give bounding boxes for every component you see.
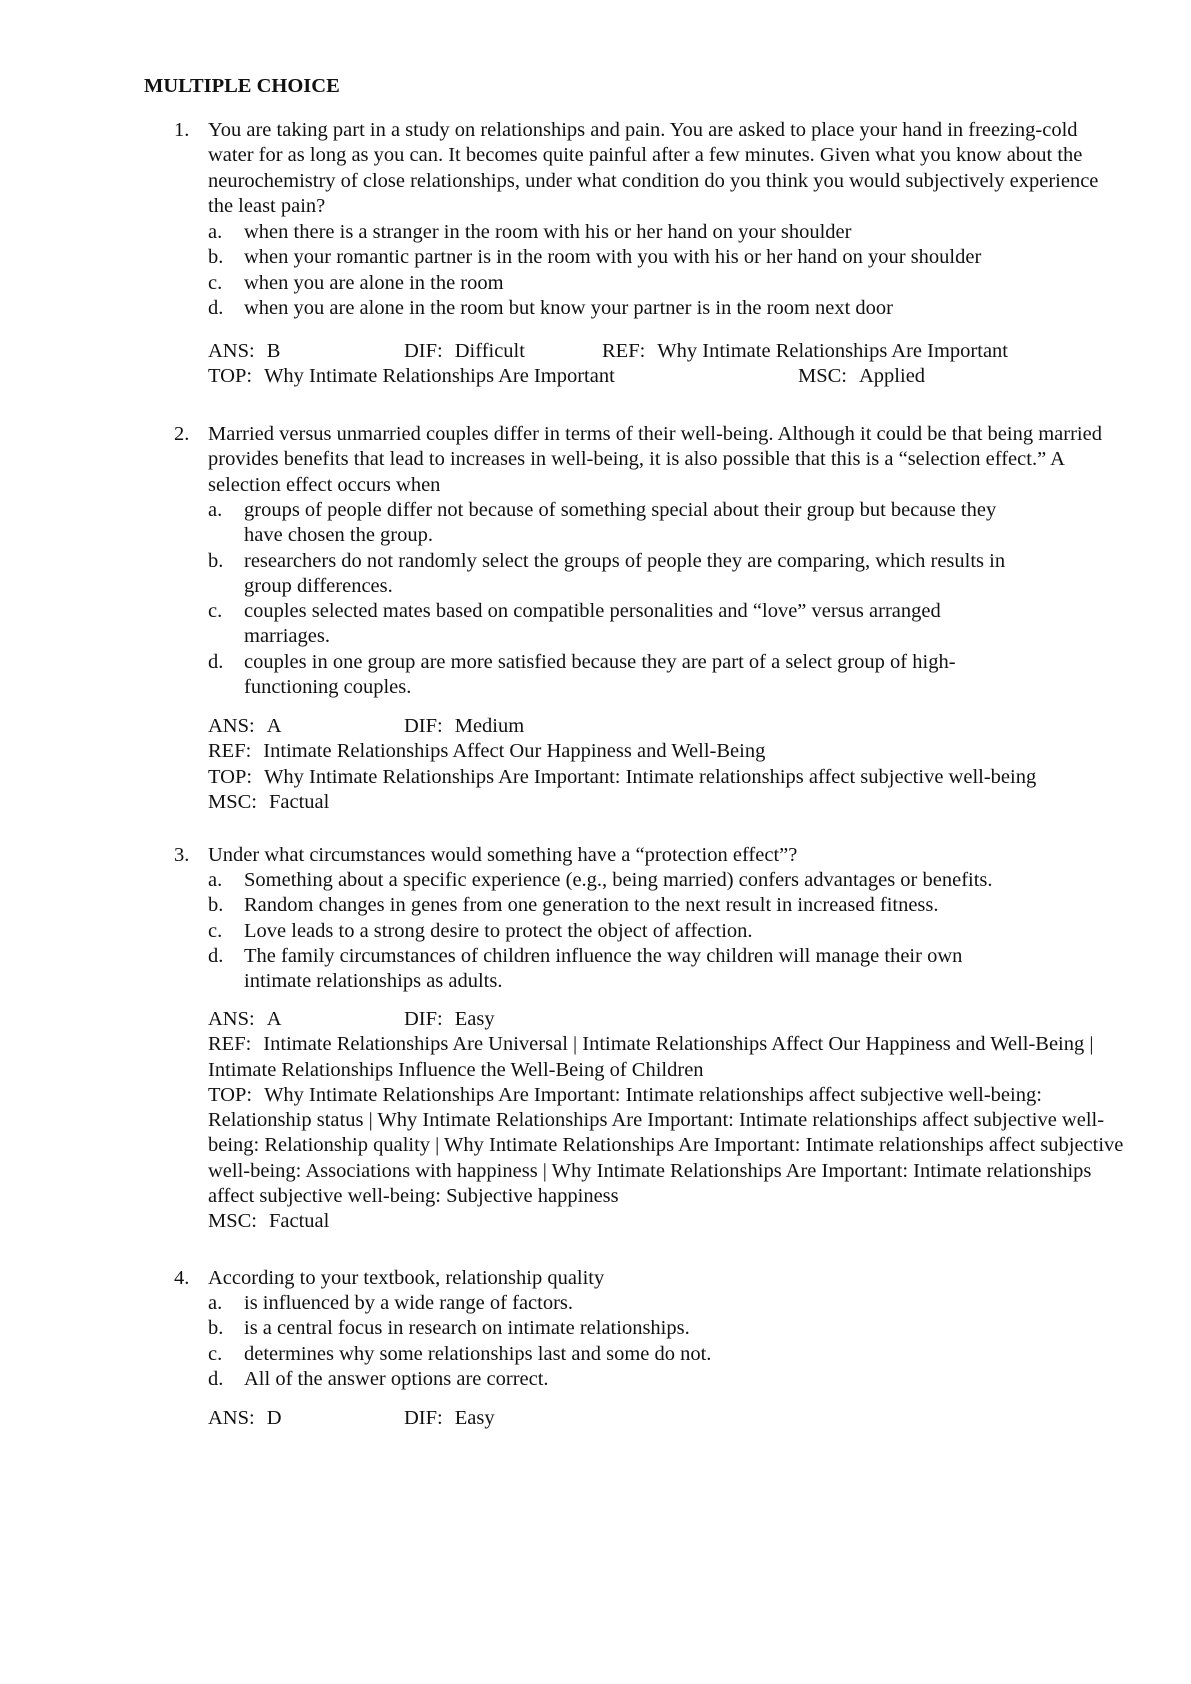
dif-label: DIF: xyxy=(404,1407,443,1429)
meta-row-1 xyxy=(208,1007,1128,1032)
msc-label: MSC: xyxy=(208,1210,257,1233)
option-letter: a. xyxy=(208,1292,223,1314)
options-list xyxy=(208,220,1108,321)
answer-metadata xyxy=(208,1007,1128,1235)
ref-label: REF: xyxy=(602,340,646,362)
option-a xyxy=(208,498,1008,549)
top-field xyxy=(208,364,615,389)
option-letter: d. xyxy=(208,1367,224,1390)
question-text: Under what circumstances would something have a “protection effect”? xyxy=(208,844,798,866)
dif-field xyxy=(404,714,524,739)
top-label: TOP: xyxy=(208,765,253,788)
ref-field xyxy=(602,339,1008,364)
top-field xyxy=(208,1083,1128,1209)
meta-row-1 xyxy=(208,1406,1128,1431)
option-text: is influenced by a wide range of factors. xyxy=(244,1292,574,1314)
option-letter: c. xyxy=(208,919,223,942)
option-letter: d. xyxy=(208,650,224,673)
msc-label: MSC: xyxy=(798,365,847,388)
options-list xyxy=(208,1291,1108,1392)
meta-row-1 xyxy=(208,339,1128,364)
ref-field xyxy=(208,1032,1128,1083)
ans-value: B xyxy=(266,340,281,362)
ref-value: Intimate Relationships Affect Our Happiness and Well-Being xyxy=(263,740,766,763)
option-text: when your romantic partner is in the room with you with his or her hand on your shoulder xyxy=(244,246,982,269)
msc-value: Applied xyxy=(859,365,926,388)
option-letter: a. xyxy=(208,221,223,243)
option-letter: b. xyxy=(208,894,224,917)
dif-label: DIF: xyxy=(404,715,443,737)
section-title: MULTIPLE CHOICE xyxy=(144,75,340,97)
option-c xyxy=(208,919,1028,944)
ref-label: REF: xyxy=(208,740,252,763)
dif-field xyxy=(404,1007,495,1032)
dif-label: DIF: xyxy=(404,340,443,362)
option-letter: b. xyxy=(208,1317,224,1340)
ref-label: REF: xyxy=(208,1033,252,1056)
dif-field xyxy=(404,339,525,364)
option-text: couples selected mates based on compatible personalities and “love” versus arranged marriages. xyxy=(244,600,941,648)
option-d xyxy=(208,296,1108,321)
ref-value: Intimate Relationships Are Universal | Intimate Relationships Affect Our Happiness and Well-Being | Intimate Relationships Influence the Well-Being of Children xyxy=(208,1033,1094,1081)
option-text: when you are alone in the room xyxy=(244,271,504,294)
top-label: TOP: xyxy=(208,365,253,388)
ans-label: ANS: xyxy=(208,340,255,362)
option-text: couples in one group are more satisfied because they are part of a select group of high-functioning couples. xyxy=(244,650,956,699)
option-d xyxy=(208,944,1028,995)
meta-row-2 xyxy=(208,364,1128,389)
options-list xyxy=(208,498,1008,700)
question-text: You are taking part in a study on relationships and pain. You are asked to place your hand in freezing-cold water for as long as you can. It becomes quite painful after a few minutes. Given what you know about the neurochemistry of close relationships, under what condition do you think you would subjectively experience the least pain? xyxy=(208,119,1099,217)
option-letter: d. xyxy=(208,296,224,319)
option-c xyxy=(208,599,1008,650)
answer-metadata xyxy=(208,1406,1128,1431)
option-a xyxy=(208,868,1028,893)
option-text: Random changes in genes from one generation to the next result in increased fitness. xyxy=(244,894,939,917)
option-letter: c. xyxy=(208,1342,223,1365)
ref-value: Why Intimate Relationships Are Important xyxy=(657,340,1008,362)
ans-value: A xyxy=(266,1008,282,1030)
option-text: groups of people differ not because of something special about their group but because they have chosen the group. xyxy=(244,499,997,547)
option-c xyxy=(208,1342,1108,1367)
option-letter: c. xyxy=(208,271,223,294)
dif-value: Easy xyxy=(454,1407,495,1429)
question-text: Married versus unmarried couples differ in terms of their well-being. Although it could be that being married provides benefits that lead to increases in well-being, it is also possible that this is a “selection effect.” A selection effect occurs when xyxy=(208,423,1102,496)
ref-field xyxy=(208,739,1128,764)
option-b xyxy=(208,549,1008,600)
top-label: TOP: xyxy=(208,1083,253,1106)
answer-metadata xyxy=(208,339,1128,390)
ans-value: A xyxy=(266,715,282,737)
option-text: is a central focus in research on intimate relationships. xyxy=(244,1317,690,1340)
top-value: Why Intimate Relationships Are Important xyxy=(264,365,615,388)
dif-value: Easy xyxy=(454,1008,495,1030)
option-text: when you are alone in the room but know your partner is in the room next door xyxy=(244,296,894,319)
question-text: According to your textbook, relationship quality xyxy=(208,1267,605,1289)
ans-field xyxy=(208,1406,282,1431)
dif-value: Difficult xyxy=(454,340,525,362)
option-d xyxy=(208,1367,1108,1392)
dif-label: DIF: xyxy=(404,1008,443,1030)
option-letter: b. xyxy=(208,549,224,572)
question-number: 4. xyxy=(174,1267,190,1289)
ans-field xyxy=(208,1007,282,1032)
ans-field xyxy=(208,339,280,364)
option-text: when there is a stranger in the room with his or her hand on your shoulder xyxy=(244,221,852,243)
option-text: The family circumstances of children influence the way children will manage their own intimate relationships as adults. xyxy=(244,944,963,993)
msc-label: MSC: xyxy=(208,790,257,813)
dif-value: Medium xyxy=(454,715,525,737)
question-number: 1. xyxy=(174,119,190,141)
option-c xyxy=(208,271,1108,296)
option-letter: a. xyxy=(208,869,223,891)
ans-value: D xyxy=(266,1407,282,1429)
answer-metadata xyxy=(208,714,1128,815)
msc-value: Factual xyxy=(269,1210,330,1233)
msc-field xyxy=(208,790,1128,815)
option-text: Love leads to a strong desire to protect the object of affection. xyxy=(244,919,753,942)
question-number: 3. xyxy=(174,844,190,866)
option-b xyxy=(208,245,1108,270)
option-letter: b. xyxy=(208,246,224,269)
ans-label: ANS: xyxy=(208,715,255,737)
msc-field xyxy=(208,1209,1128,1234)
option-text: determines why some relationships last and some do not. xyxy=(244,1342,712,1365)
option-text: All of the answer options are correct. xyxy=(244,1367,549,1390)
question-number: 2. xyxy=(174,423,190,445)
option-text: researchers do not randomly select the groups of people they are comparing, which results in group differences. xyxy=(244,549,1006,597)
option-b xyxy=(208,893,1028,918)
option-letter: d. xyxy=(208,944,224,967)
top-value: Why Intimate Relationships Are Important: Intimate relationships affect subjective well-being: Relationship status | Why Intimate Relationships Are Important: Intimate relationships affect subjective well-being: Relationship quality | Why Intimate Relationships Are Important: Intimate relationships affect subjective well-being: Associations with happiness | Why Intimate Relationships Are Important: Intimate relationships affect subjective well-being: Subjective happiness xyxy=(208,1083,1124,1208)
option-b xyxy=(208,1316,1108,1341)
msc-field xyxy=(798,364,925,389)
meta-row-1 xyxy=(208,714,1128,739)
top-field xyxy=(208,765,1128,790)
option-letter: a. xyxy=(208,499,223,521)
top-value: Why Intimate Relationships Are Important: Intimate relationships affect subjective well-being xyxy=(264,765,1037,788)
option-a xyxy=(208,1291,1108,1316)
ans-field xyxy=(208,714,282,739)
option-a xyxy=(208,220,1108,245)
option-text: Something about a specific experience (e.g., being married) confers advantages or benefits. xyxy=(244,869,993,891)
ans-label: ANS: xyxy=(208,1008,255,1030)
option-letter: c. xyxy=(208,600,223,623)
ans-label: ANS: xyxy=(208,1407,255,1429)
options-list xyxy=(208,868,1028,994)
option-d xyxy=(208,650,1008,701)
dif-field xyxy=(404,1406,495,1431)
msc-value: Factual xyxy=(269,790,330,813)
